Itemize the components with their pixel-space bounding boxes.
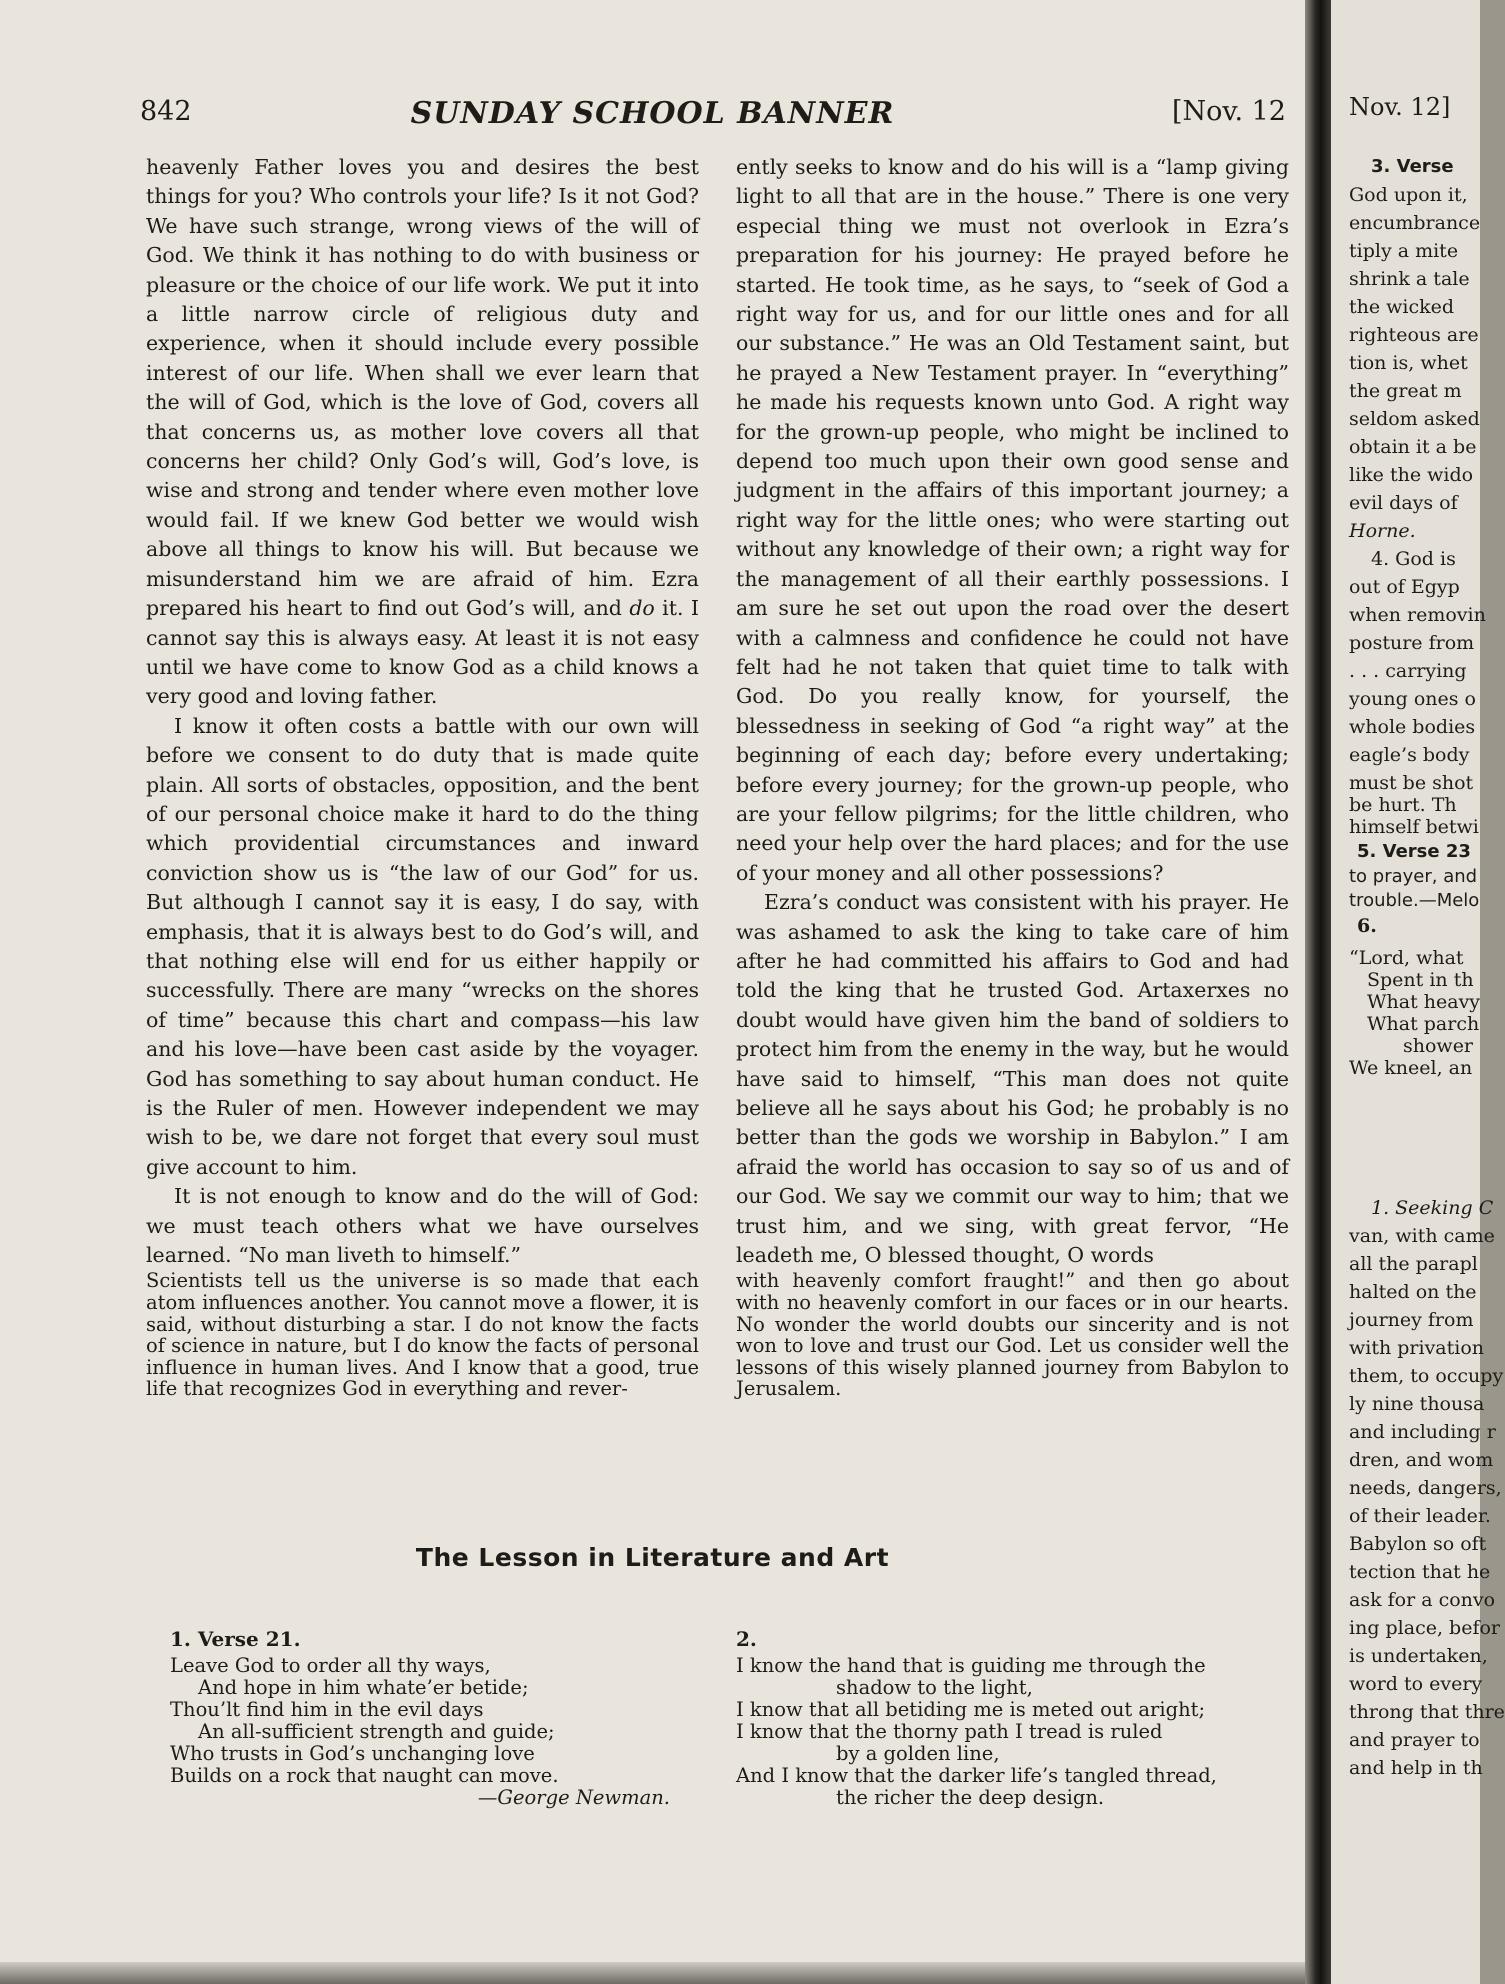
poem-two xyxy=(736,1628,1284,1809)
facing-page-line: like the wido xyxy=(1349,464,1474,486)
facing-page-line: word to every xyxy=(1349,1673,1483,1695)
facing-page-line: “Lord, what xyxy=(1349,947,1464,969)
facing-page-line: obtain it a be xyxy=(1349,436,1477,458)
poem-line: Thou’lt find him in the evil days xyxy=(170,1698,484,1721)
facing-page-line: with privation xyxy=(1349,1337,1485,1359)
poem-line: I know the hand that is guiding me through the xyxy=(736,1654,1206,1677)
facing-page-line: and prayer to xyxy=(1349,1729,1480,1751)
facing-page-line: throng that thre xyxy=(1349,1701,1505,1723)
facing-page-line: . . . carrying xyxy=(1349,660,1467,682)
facing-page-line: of their leader. xyxy=(1349,1505,1491,1527)
facing-page-line: eagle’s body xyxy=(1349,744,1470,766)
facing-page-line: trouble.—Melo xyxy=(1349,890,1480,911)
facing-page-line: ask for a convo xyxy=(1349,1589,1496,1611)
facing-page-line: What heavy xyxy=(1367,991,1481,1013)
facing-page-line: evil days of xyxy=(1349,492,1458,514)
paragraph: I know it often costs a battle with our own will before we consent to do duty that is made quite plain. All sorts of obstacles, opposition, and the bent of our personal choice make it hard to do the thing which providential circumstances and inward conviction show us is “the law of our God” for us. But although I cannot say it is easy, I do say, with emphasis, that it is always best to do God’s will, and that nothing else will end for us either happily or successfully. There are many “wrecks on the shores of time” because this chart and compass—his law and his love—have been cast aside by the voyager. God has something to say about human conduct. He is the Ruler of men. However independent we may wish to be, we dare not forget that every soul must give account to him. xyxy=(146,713,699,1179)
facing-page-line: posture from xyxy=(1349,632,1475,654)
poem-line: Who trusts in God’s unchanging love xyxy=(170,1742,535,1765)
poem-line: An all-sufficient strength and guide; xyxy=(198,1720,555,1743)
facing-page-line: What parch xyxy=(1367,1013,1480,1035)
facing-page-line: righteous are xyxy=(1349,324,1479,346)
poem-verse-21 xyxy=(170,1628,680,1809)
facing-page-line: tion is, whet xyxy=(1349,352,1468,374)
poem-line: And I know that the darker life’s tangled thread, xyxy=(736,1764,1217,1787)
facing-page-line: God upon it, xyxy=(1349,184,1468,206)
paragraph: ently seeks to know and do his will is a “lamp giving light to all that are in the house.” There is one very especial thing we must not overlook in Ezra’s preparation for his journey: He prayed before he started. He took time, as he says, to “seek of God a right way for us, and for our little ones and for all our substance.” He was an Old Testament saint, but he prayed a New Testament prayer. In “everything” he made his requests known unto God. A right way for the grown-up people, who might be inclined to depend too much upon their own good sense and judgment in the affairs of this important journey; a right way for the little ones; who were starting out without any knowledge of their own; a right way for the management of all their earthly possessions. I am sure he set out upon the road over the desert with a calmness and confidence he could not have felt had he not taken that quiet time to talk with God. Do you really know, for yourself, the blessedness in seeking of God “a right way” at the beginning of each day; before every undertaking; before every journey; for the grown-up people, who are your fellow pilgrims; for the little children, who need your help over the hard places; and for the use of your money and all other possessions? xyxy=(736,155,1289,885)
paragraph: It is not enough to know and do the will of God: we must teach others what we have ourselves learned. “No man liveth to himself.” xyxy=(146,1184,699,1268)
facing-page-line: young ones o xyxy=(1349,688,1476,710)
left-column xyxy=(146,153,699,1400)
facing-page-line: tection that he xyxy=(1349,1561,1491,1583)
poem-line: I know that the thorny path I tread is ruled xyxy=(736,1720,1163,1743)
facing-page-line: halted on the xyxy=(1349,1281,1477,1303)
facing-page-line: ing place, befor xyxy=(1349,1617,1501,1639)
facing-page-line: dren, and wom xyxy=(1349,1449,1494,1471)
poem-number: 1. Verse 21. xyxy=(170,1627,301,1651)
facing-page-line: them, to occupy xyxy=(1349,1365,1504,1387)
facing-page-line: Spent in th xyxy=(1367,969,1474,991)
page-bottom-edge xyxy=(0,1962,1305,1984)
facing-page-line: Horne. xyxy=(1349,520,1416,542)
facing-page-line: shrink a tale xyxy=(1349,268,1470,290)
poem-line: I know that all betiding me is meted out aright; xyxy=(736,1698,1206,1721)
facing-page-line: ly nine thousa xyxy=(1349,1393,1485,1415)
facing-page-line: himself betwi xyxy=(1349,816,1479,838)
book-gutter xyxy=(1305,0,1331,1984)
facing-page-line: van, with came xyxy=(1349,1225,1495,1247)
running-title: SUNDAY SCHOOL BANNER xyxy=(410,96,895,131)
facing-page-line: be hurt. Th xyxy=(1349,794,1457,816)
facing-page-line: 5. Verse 23 xyxy=(1357,841,1471,862)
poem-line: the richer the deep design. xyxy=(836,1786,1105,1809)
facing-page-line: shower xyxy=(1403,1035,1474,1057)
facing-page-line: We kneel, an xyxy=(1349,1057,1473,1079)
paragraph: heavenly Father loves you and desires the best things for you? Who controls your life? Is it not God? We have such strange, wrong views of the will of God. We think it has nothing to do with business or pleasure or the choice of our life work. We put it into a little narrow circle of religious duty and experience, when it should include every possible interest of our life. When shall we ever learn that the will of God, which is the love of God, covers all that concerns us, as mother love covers all that concerns her child? Only God’s will, God’s love, is wise and strong and tender where even mother love would fail. If we knew God better we would wish above all things to know his will. But because we misunderstand him we are afraid of him. Ezra prepared his heart to find out God’s will, and do it. I cannot say this is always easy. At least it is not easy until we have come to know God as a child knows a very good and loving father. xyxy=(146,155,699,709)
poem-line: Leave God to order all thy ways, xyxy=(170,1654,491,1677)
facing-page-line: tiply a mite xyxy=(1349,240,1459,262)
facing-page-line: is undertaken, xyxy=(1349,1645,1488,1667)
facing-page-line: and help in th xyxy=(1349,1757,1483,1779)
facing-page-line: journey from xyxy=(1349,1309,1474,1331)
facing-page-line: whole bodies xyxy=(1349,716,1476,738)
poem-author: —George Newman. xyxy=(477,1786,670,1809)
facing-page-line: to prayer, and xyxy=(1349,866,1478,887)
facing-page-line: must be shot xyxy=(1349,772,1474,794)
facing-page-line: 3. Verse xyxy=(1371,156,1454,177)
facing-page-line: Babylon so oft xyxy=(1349,1533,1487,1555)
facing-page-line: and including r xyxy=(1349,1421,1496,1443)
facing-page-line: all the parapl xyxy=(1349,1253,1478,1275)
facing-page-line: the great m xyxy=(1349,380,1462,402)
running-date: [Nov. 12 xyxy=(1172,96,1286,127)
facing-page-line: 6. xyxy=(1357,915,1377,937)
facing-page-header: Nov. 12] xyxy=(1349,93,1451,121)
facing-page-line: out of Egyp xyxy=(1349,576,1460,598)
right-column xyxy=(736,153,1289,1400)
page-number: 842 xyxy=(140,96,192,127)
facing-page-line: 1. Seeking C xyxy=(1371,1197,1494,1219)
poem-line: And hope in him whate’er betide; xyxy=(198,1676,529,1699)
facing-page-line: 4. God is xyxy=(1371,548,1456,570)
poem-line: Builds on a rock that naught can move. xyxy=(170,1764,559,1787)
facing-page-line: when removin xyxy=(1349,604,1486,626)
section-heading: The Lesson in Literature and Art xyxy=(415,1543,890,1572)
paragraph: Ezra’s conduct was consistent with his prayer. He was ashamed to ask the king to take care of him after he had committed his affairs to God and had told the king that he trusted God. Artaxerxes no doubt would have given him the band of soldiers to protect him from the enemy in the way, but he would have said to himself, “This man does not quite believe all he says about his God; he probably is no better than the gods we worship in Babylon.” I am afraid the world has occasion to say so of us and of our God. We say we commit our way to him; that we trust him, and we sing, with great fervor, “He leadeth me, O blessed thought, O words xyxy=(736,890,1289,1268)
facing-page-line: encumbrance xyxy=(1349,212,1481,234)
poem-number: 2. xyxy=(736,1627,757,1651)
facing-page-line: needs, dangers, xyxy=(1349,1477,1502,1499)
paragraph: with heavenly comfort fraught!” and then go about with no heavenly comfort in our faces or in our hearts. No wonder the world doubts our sincerity and is not won to love and trust our God. Let us consider well the lessons of this wisely planned journey from Babylon to Jerusalem. xyxy=(736,1269,1289,1401)
poem-line: shadow to the light, xyxy=(836,1676,1033,1699)
facing-page-line: the wicked xyxy=(1349,296,1455,318)
facing-page-line: seldom asked xyxy=(1349,408,1480,430)
paragraph: Scientists tell us the universe is so made that each atom influences another. You cannot move a flower, it is said, without disturbing a star. I do not know the facts of science in nature, but I do know the facts of personal influence in human lives. And I know that a good, true life that recognizes God in everything and rever- xyxy=(146,1269,699,1401)
poem-line: by a golden line, xyxy=(836,1742,1000,1765)
